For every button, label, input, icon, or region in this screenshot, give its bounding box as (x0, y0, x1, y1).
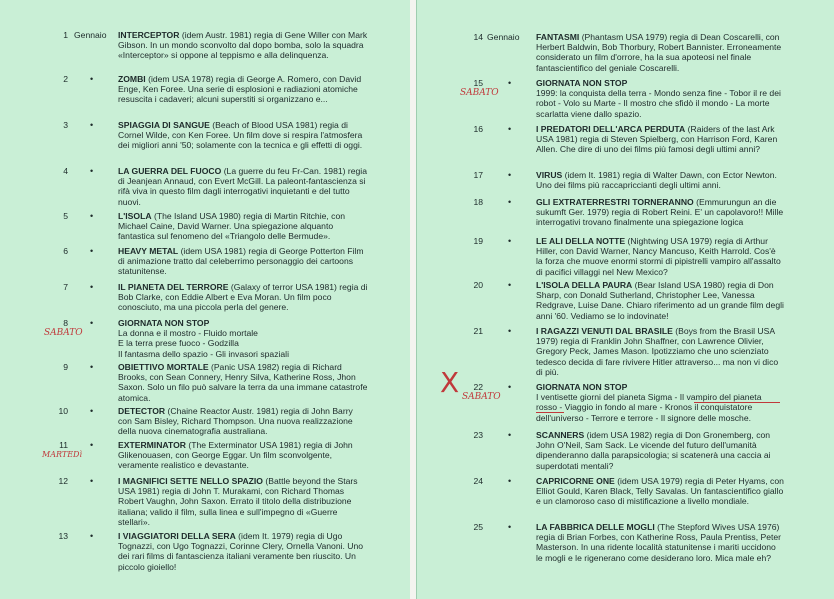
bullet: • (508, 382, 512, 392)
bullet: • (508, 236, 512, 246)
bullet: • (90, 531, 94, 541)
handwritten-note: SABATO (460, 88, 499, 98)
film-description: (idem USA 1979) regia di Peter Hyams, con Elliot Gould, Karen Black, Telly Savalas. Un fantascientifico giallo e un clamoroso caso di mistificazione a livello mondiale. (536, 476, 784, 507)
day-number: 14 (473, 32, 483, 42)
day-number: 2 (63, 74, 68, 84)
film-description: (Raiders of the last Ark USA 1981) regia di Steven Spielberg, con Harrison Ford, Karen Allen. Che dire di uno dei films più famosi degli ultimi anni? (536, 124, 778, 155)
bullet: • (508, 124, 512, 134)
bullet: • (508, 326, 512, 336)
day-number: 4 (63, 166, 68, 176)
day-number: 7 (63, 282, 68, 292)
day-number: 19 (473, 236, 483, 246)
handwritten-x-mark: X (440, 366, 460, 399)
bullet: • (90, 120, 94, 130)
entry-text (118, 406, 368, 437)
entry-text (118, 166, 368, 207)
film-description: (Bear Island USA 1980) regia di Don Sharp, con Donald Sutherland, Christopher Lee, Vanessa Redgrave, Luise Dane. Chiaro riferimento ad un grande film degli anni '60. Vediamo se lo indovinate! (536, 280, 784, 321)
film-title: VIRUS (536, 170, 563, 180)
film-title: FANTASMI (536, 32, 580, 42)
day-number: 23 (473, 430, 483, 440)
day-number: 5 (63, 211, 68, 221)
day-number: 18 (473, 197, 483, 207)
day-number: 3 (63, 120, 68, 130)
bullet: • (508, 430, 512, 440)
bullet: • (90, 74, 94, 84)
entry-text (536, 78, 784, 119)
film-list-line: La donna e il mostro - Fluido mortale (118, 328, 258, 339)
entry-text (536, 124, 784, 155)
film-title: LE ALI DELLA NOTTE (536, 236, 626, 246)
bullet: • (508, 197, 512, 207)
film-title: DETECTOR (118, 406, 166, 416)
entry-text (536, 326, 784, 377)
entry-text (118, 476, 368, 527)
film-title: SCANNERS (536, 430, 585, 440)
entry-text (536, 430, 784, 471)
entry-text (118, 30, 368, 61)
entry-text (536, 522, 784, 563)
film-description: (The Island USA 1980) regia di Martin Ritchie, con Michael Caine, David Warner. Una spiegazione alquanto fantastica sul fenomeno del «Triangolo delle Bermude». (118, 211, 346, 242)
month-label: Gennaio (487, 32, 520, 42)
film-description: (Boys from the Brasil USA 1979) regia di Franklin John Shaffner, con Lawrence Olivier, Gregory Peck, James Mason. Ipotizziamo che uno scienziato tedesco decida di fare rivivere Hitler attraverso... ma non vi dico di più. (536, 326, 779, 377)
entry-text (536, 32, 784, 73)
day-number: 16 (473, 124, 483, 134)
film-description: (idem It. 1979) regia di Ugo Tognazzi, con Ugo Tognazzi, Corinne Clery, Ornella Vanoni. Uno dei rari films di fantascienza italiani veramente ben riuscito. Un piccolo gioiello! (118, 531, 364, 572)
film-description: (Nightwing USA 1979) regia di Arthur Hiller, con David Warner, Nancy Mancuso, Keith Harrold. Cos'è la forza che muove enormi stormi di pipistrelli vampiro all'assalto di pacifici villaggi nel New Mexico? (536, 236, 781, 277)
film-description: (idem USA 1982) regia di Don Gronemberg, con John O'Neil, Sam Sack. Le vicende del futuro dell'umanità dipenderanno dalla parapsicologia; si scatenerà una caccia ai superdotati mentali? (536, 430, 771, 471)
film-description: (La guerre du feu Fr-Can. 1981) regia di Jeanjean Annaud, con Evert McGill. La paleont-fantascienza si rifà viva in questo film dagli interrogativi inquietanti e del tutto nuovi. (118, 166, 367, 207)
day-number: 8 (63, 318, 68, 328)
handwritten-note: SABATO (462, 392, 501, 402)
day-number: 17 (473, 170, 483, 180)
entry-text (118, 362, 368, 403)
film-list-line: I ventisette giorni del pianeta Sigma - Il vampiro del pianeta (536, 392, 762, 403)
day-number: 15 (473, 78, 483, 88)
bullet: • (508, 522, 512, 532)
bullet: • (90, 440, 94, 450)
film-title: INTERCEPTOR (118, 30, 180, 40)
entry-text (118, 531, 368, 572)
bullet: • (90, 246, 94, 256)
film-description: (Beach of Blood USA 1981) regia di Cornel Wilde, con Ken Foree. Un film dove si respira l'atmosfera dei migliori anni '50; solamente con la tecnica e gli effetti di oggi. (118, 120, 363, 151)
film-description: (Galaxy of terror USA 1981) regia di Bob Clarke, con Eddie Albert e Eva Moran. Un film poco conosciuto, ma una piccola perla del genere. (118, 282, 368, 313)
entry-text (118, 440, 368, 471)
film-description: (The Exterminator USA 1981) regia di John Glikenouasen, con George Eggar. Un film sconvolgente, veramente realistico e devastante. (118, 440, 353, 471)
film-list-line: Il fantasma dello spazio - Gli invasori spaziali (118, 348, 289, 359)
film-description: (idem USA 1978) regia di George A. Romero, con David Enge, Ken Foree. Una serie di esplosioni e radiazioni atomiche resuscita i cadaveri; alcuni superstiti si organizzano e... (118, 74, 362, 105)
film-title: ZOMBI (118, 74, 146, 84)
bullet: • (508, 78, 512, 88)
film-title: L'ISOLA DELLA PAURA (536, 280, 633, 290)
bullet: • (90, 362, 94, 372)
day-number: 12 (58, 476, 68, 486)
film-title: L'ISOLA (118, 211, 152, 221)
film-description: (idem It. 1981) regia di Walter Dawn, con Ector Newton. Uno dei films più raccapriccianti degli ultimi anni. (536, 170, 777, 191)
entry-text (536, 476, 784, 507)
film-title: GIORNATA NON STOP (536, 78, 628, 88)
film-title: I VIAGGIATORI DELLA SERA (118, 531, 236, 541)
film-title: I MAGNIFICI SETTE NELLO SPAZIO (118, 476, 263, 486)
film-title: CAPRICORNE ONE (536, 476, 615, 486)
day-number: 1 (63, 30, 68, 40)
film-list-line: E la terra prese fuoco - Godzilla (118, 338, 239, 349)
film-title: IL PIANETA DEL TERRORE (118, 282, 229, 292)
entry-text (118, 74, 368, 105)
film-title: SPIAGGIA DI SANGUE (118, 120, 210, 130)
bullet: • (90, 166, 94, 176)
handwritten-note: SABATO (44, 328, 83, 338)
film-title: LA GUERRA DEL FUOCO (118, 166, 222, 176)
bullet: • (90, 318, 94, 328)
film-description: (The Stepford Wives USA 1976) regia di Brian Forbes, con Katherine Ross, Paula Prentiss, Peter Masterson. In una ridente località statunitense i mariti uccidono le mogli e le rigenerano come desiderano loro. Mica male eh? (536, 522, 782, 563)
film-title: I PREDATORI DELL'ARCA PERDUTA (536, 124, 686, 134)
day-number: 9 (63, 362, 68, 372)
day-number: 25 (473, 522, 483, 532)
entry-text (118, 318, 368, 359)
bullet: • (508, 280, 512, 290)
film-title: GLI EXTRATERRESTRI TORNERANNO (536, 197, 694, 207)
bullet: • (90, 406, 94, 416)
handwritten-underline (536, 412, 564, 413)
month-label: Gennaio (74, 30, 107, 40)
bullet: • (90, 282, 94, 292)
film-description: (Emmurungun an die sukumft Ger. 1979) regia di Robert Reini. E' un capolavoro!! Mille interrogativi trovano finalmente una spiegazione logica (536, 197, 784, 228)
film-title: GIORNATA NON STOP (536, 382, 628, 392)
film-description: (idem USA 1981) regia di George Potterton Film di animazione tratto dal celeberrimo personaggio dei cartoons statunitense. (118, 246, 364, 277)
handwritten-underline (694, 402, 780, 403)
day-number: 20 (473, 280, 483, 290)
bullet: • (90, 211, 94, 221)
entry-text (536, 197, 784, 228)
day-number: 6 (63, 246, 68, 256)
film-title: OBIETTIVO MORTALE (118, 362, 209, 372)
entry-text (536, 236, 784, 277)
film-title: GIORNATA NON STOP (118, 318, 210, 328)
film-description: (Chaine Reactor Austr. 1981) regia di John Barry con Sam Bisley, Richard Thompson. Una nuova realizzazione della nuova cinematografia australiana. (118, 406, 353, 437)
film-description: (Battle beyond the Stars USA 1981) regia di John T. Murakami, con Richard Thomas Robert Vaughn, John Saxon. Errato il titolo della distribuzione italiana; valido il film, sulla linea e sull'impegno di «Guerre stellari». (118, 476, 358, 527)
film-title: EXTERMINATOR (118, 440, 186, 450)
film-list-line: 1999: la conquista della terra - Mondo senza fine - Tobor il re dei robot - Volo su Marte - Il mostro che sfidò il mondo - La morte scarlatta viene dallo spazio. (536, 88, 781, 119)
handwritten-note: MARTEDì (42, 450, 82, 459)
entry-text (118, 282, 368, 313)
day-number: 10 (58, 406, 68, 416)
entry-text (536, 280, 784, 321)
bullet: • (90, 476, 94, 486)
film-description: (Panic USA 1982) regia di Richard Brooks, con Sean Connery, Henry Silva, Katherine Ross, Jhon Saxon. Solo un filo può salvare la terra da una immane catastrofe atomica. (118, 362, 368, 403)
film-description: (idem Austr. 1981) regia di Gene Willer con Mark Gibson. In un mondo sconvolto dal dopo bomba, solo la squadra «Interceptor» si oppone al teppismo e alla delinquenza. (118, 30, 368, 61)
day-number: 22 (473, 382, 483, 392)
entry-text (118, 211, 368, 242)
entry-text (536, 170, 784, 190)
bullet: • (508, 476, 512, 486)
film-title: I RAGAZZI VENUTI DAL BRASILE (536, 326, 673, 336)
film-title: LA FABBRICA DELLE MOGLI (536, 522, 655, 532)
entry-text (118, 246, 368, 277)
film-list-line: dell'universo - Terrore e terrore - Il signore delle mosche. (536, 412, 751, 423)
film-description: (Phantasm USA 1979) regia di Dean Coscarelli, con Herbert Baldwin, Bob Thorbury, Robert Bannister. Erroneamente considerato un film d'orrore, ha la sua apoteosi nel finale fantascientifico del geniale Coscarelli. (536, 32, 782, 73)
bullet: • (508, 170, 512, 180)
film-title: HEAVY METAL (118, 246, 179, 256)
day-number: 21 (473, 326, 483, 336)
day-number: 13 (58, 531, 68, 541)
film-list-line: rosso - Viaggio in fondo al mare - Kronos il conquistatore (536, 402, 753, 413)
day-number: 11 (59, 440, 68, 450)
entry-text (118, 120, 368, 151)
day-number: 24 (473, 476, 483, 486)
